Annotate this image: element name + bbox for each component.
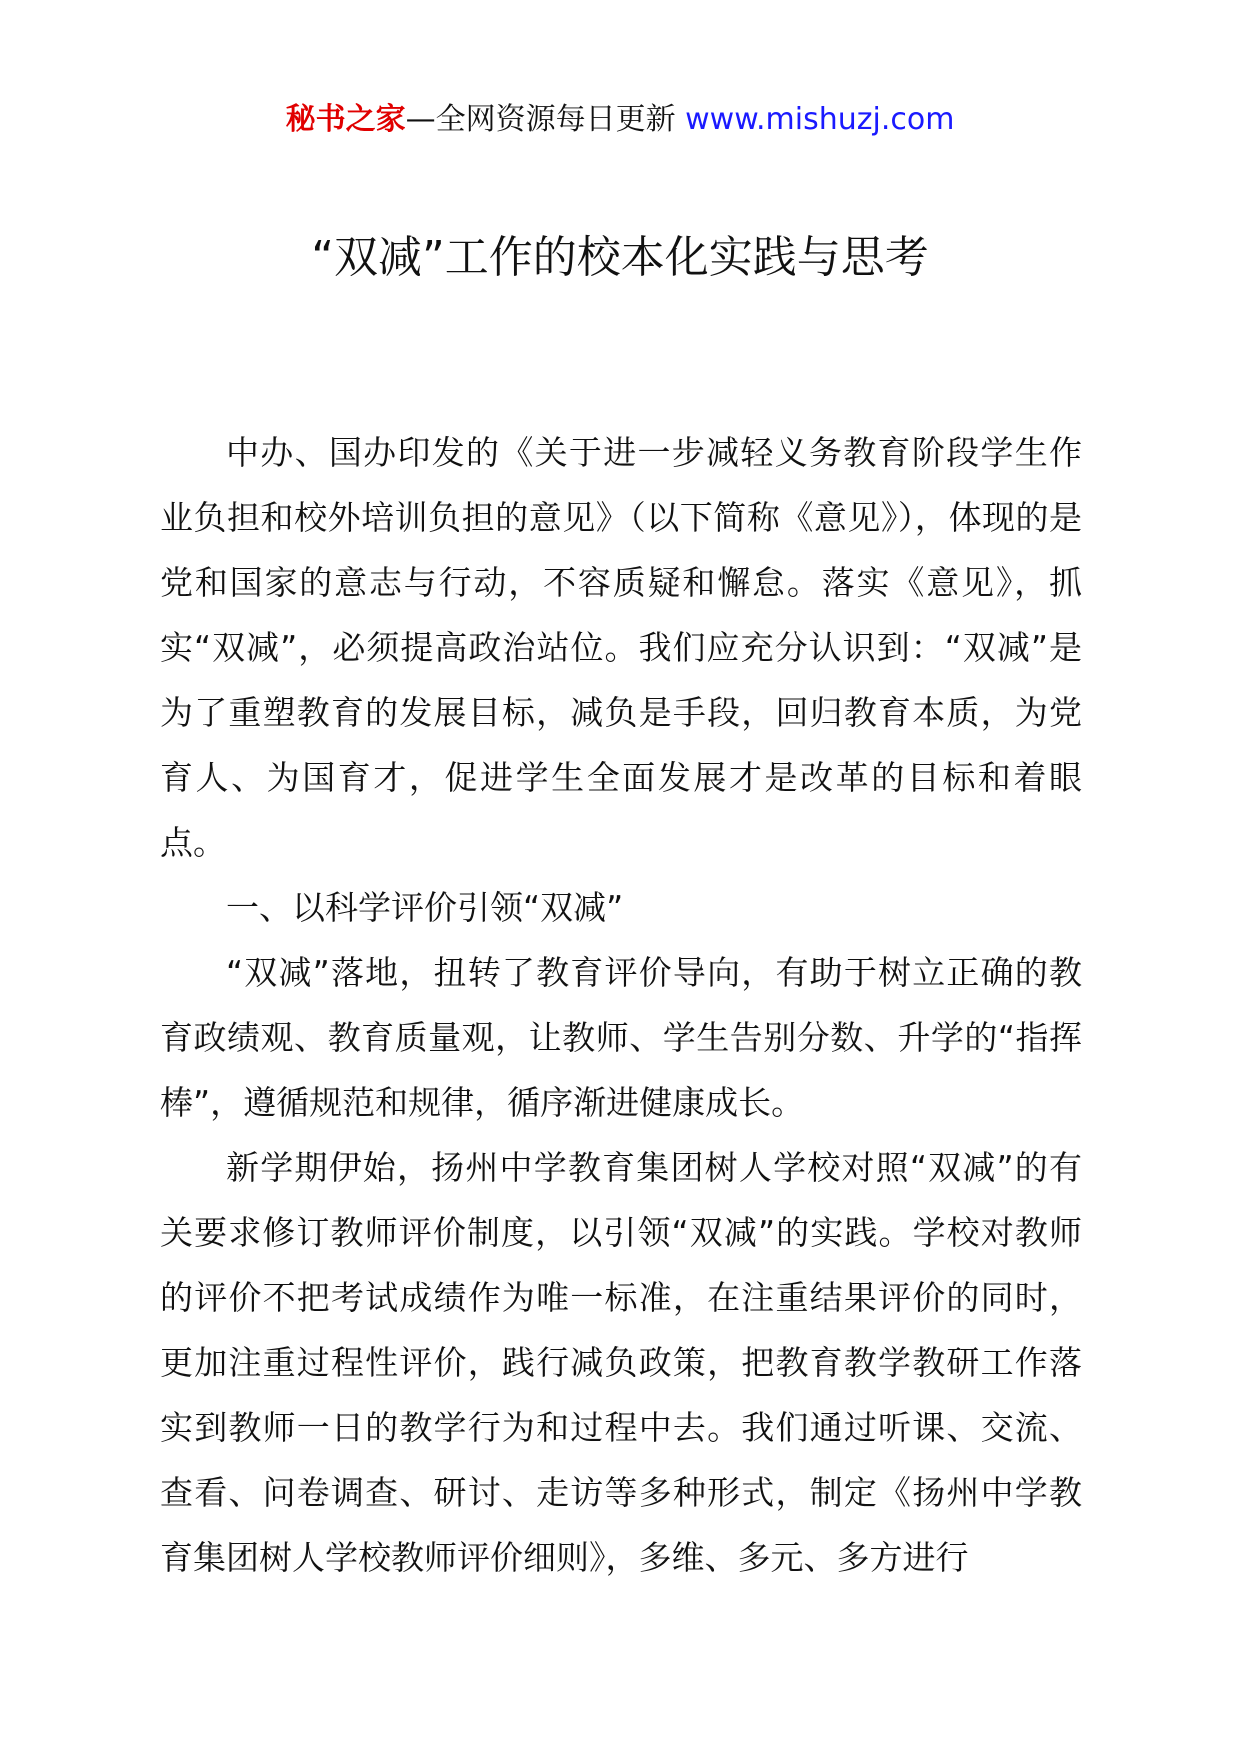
paragraph-school-practice: 新学期伊始，扬州中学教育集团树人学校对照“双减”的有关要求修订教师评价制度，以引领“双减”的实践。学校对教师的评价不把考试成绩作为唯一标准，在注重结果评价的同时，更加注重过程性评价，践行减负政策，把教育教学教研工作落实到教师一日的教学行为和过程中去。我们通过听课、交流、查看、问卷调查、研讨、走访等多种形式，制定《扬州中学教育集团树人学校教师评价细则》，多维、多元、多方进行	[160, 1148, 1082, 1577]
site-url-link[interactable]: www.mishuzj.com	[685, 102, 955, 137]
document-title: “双减”工作的校本化实践与思考	[311, 232, 929, 283]
document-body	[160, 420, 1082, 1590]
paragraph-intro: 中办、国办印发的《关于进一步减轻义务教育阶段学生作业负担和校外培训负担的意见》（以下简称《意见》），体现的是党和国家的意志与行动，不容质疑和懈怠。落实《意见》，抓实“双减”，必须提高政治站位。我们应充分认识到：“双减”是为了重塑教育的发展目标，减负是手段，回归教育本质，为党育人、为国育才，促进学生全面发展才是改革的目标和着眼点。	[160, 433, 1082, 862]
brand-name: 秘书之家	[285, 102, 406, 137]
section-heading-1: 一、以科学评价引领“双减”	[226, 888, 624, 927]
paragraph-evaluation: “双减”落地，扭转了教育评价导向，有助于树立正确的教育政绩观、教育质量观，让教师、学生告别分数、升学的“指挥棒”，遵循规范和规律，循序渐进健康成长。	[160, 953, 1082, 1122]
site-header	[0, 100, 1240, 140]
header-slogan: —全网资源每日更新	[405, 102, 676, 137]
